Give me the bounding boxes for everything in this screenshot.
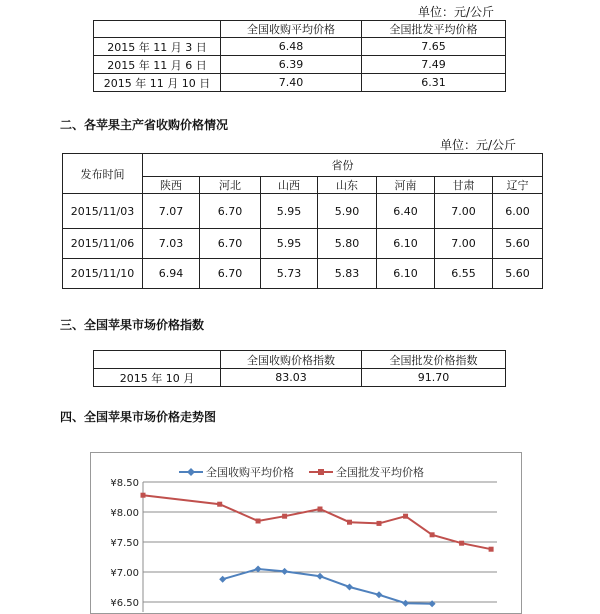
- table-row: [94, 369, 506, 387]
- table1-purchase: 6.48: [221, 38, 362, 56]
- table1-date: 2015 年 11 月 3 日: [94, 38, 221, 56]
- province-value: 6.55: [435, 259, 493, 289]
- province-value: 6.00: [493, 194, 543, 229]
- section3-title: 三、全国苹果市场价格指数: [60, 318, 205, 332]
- index-wholesale-value: 91.70: [362, 369, 506, 387]
- legend-label: 全国批发平均价格: [336, 466, 424, 479]
- data-point: [430, 532, 435, 537]
- data-point: [256, 519, 261, 524]
- province-row-date: 2015/11/03: [63, 194, 143, 229]
- index-table: [93, 350, 506, 387]
- province-table-group-header: 省份: [143, 154, 543, 177]
- table-row: [94, 56, 506, 74]
- province-value: 5.60: [493, 229, 543, 259]
- y-tick-label: ¥8.00: [110, 508, 139, 519]
- chart-svg: [91, 453, 521, 613]
- province-value: 5.95: [261, 194, 318, 229]
- index-header-purchase: 全国收购价格指数: [221, 351, 362, 369]
- table1-wholesale: 6.31: [362, 74, 506, 92]
- table1-purchase: 6.39: [221, 56, 362, 74]
- province-value: 5.60: [493, 259, 543, 289]
- province-header: 陕西: [143, 177, 200, 194]
- data-point: [346, 584, 353, 591]
- province-row-date: 2015/11/06: [63, 229, 143, 259]
- data-point: [141, 493, 146, 498]
- province-header: 甘肃: [435, 177, 493, 194]
- series-line: [223, 569, 432, 604]
- province-row-date: 2015/11/10: [63, 259, 143, 289]
- legend-marker: [187, 468, 195, 476]
- province-value: 7.07: [143, 194, 200, 229]
- table-row: [94, 38, 506, 56]
- table-row: [94, 74, 506, 92]
- data-point: [403, 514, 408, 519]
- province-value: 6.10: [377, 259, 435, 289]
- province-table-date-header: 发布时间: [63, 154, 143, 194]
- section2-title: 二、各苹果主产省收购价格情况: [60, 118, 229, 132]
- data-point: [402, 600, 409, 607]
- table1-header-wholesale: 全国批发平均价格: [362, 21, 506, 38]
- y-tick-label: ¥6.50: [110, 598, 139, 609]
- y-tick-label: ¥7.00: [110, 568, 139, 579]
- data-point: [459, 541, 464, 546]
- data-point: [317, 573, 324, 580]
- index-header-wholesale: 全国批发价格指数: [362, 351, 506, 369]
- y-tick-label: ¥8.50: [110, 478, 139, 489]
- province-value: 6.94: [143, 259, 200, 289]
- data-point: [347, 520, 352, 525]
- table-row: [63, 259, 543, 289]
- table1-unit: 单位：元/公斤: [418, 5, 495, 19]
- index-table-corner: [94, 351, 221, 369]
- province-value: 7.00: [435, 194, 493, 229]
- province-value: 6.70: [200, 194, 261, 229]
- province-header: 河南: [377, 177, 435, 194]
- province-value: 6.40: [377, 194, 435, 229]
- data-point: [219, 576, 226, 583]
- table1-date: 2015 年 11 月 10 日: [94, 74, 221, 92]
- table1-header-purchase: 全国收购平均价格: [221, 21, 362, 38]
- data-point: [318, 507, 323, 512]
- section2-unit: 单位：元/公斤: [440, 138, 517, 152]
- legend-label: 全国收购平均价格: [206, 466, 294, 479]
- province-value: 6.70: [200, 259, 261, 289]
- data-point: [281, 568, 288, 575]
- province-value: 5.80: [318, 229, 377, 259]
- table-row: [63, 229, 543, 259]
- data-point: [376, 591, 383, 598]
- province-table: [62, 153, 543, 289]
- data-point: [429, 600, 436, 607]
- data-point: [217, 502, 222, 507]
- y-tick-label: ¥7.50: [110, 538, 139, 549]
- province-value: 7.00: [435, 229, 493, 259]
- table1-corner-cell: [94, 21, 221, 38]
- table1-wholesale: 7.65: [362, 38, 506, 56]
- province-header: 山东: [318, 177, 377, 194]
- price-table: [93, 20, 506, 92]
- index-purchase-value: 83.03: [221, 369, 362, 387]
- data-point: [489, 547, 494, 552]
- index-date: 2015 年 10 月: [94, 369, 221, 387]
- legend-marker: [318, 469, 324, 475]
- province-header: 山西: [261, 177, 318, 194]
- table1-purchase: 7.40: [221, 74, 362, 92]
- data-point: [377, 521, 382, 526]
- table1-date: 2015 年 11 月 6 日: [94, 56, 221, 74]
- province-value: 5.73: [261, 259, 318, 289]
- province-value: 5.90: [318, 194, 377, 229]
- province-value: 7.03: [143, 229, 200, 259]
- series-line: [143, 495, 491, 549]
- province-value: 6.70: [200, 229, 261, 259]
- price-trend-chart: [90, 452, 522, 614]
- section4-title: 四、全国苹果市场价格走势图: [60, 410, 217, 424]
- table1-wholesale: 7.49: [362, 56, 506, 74]
- province-value: 5.83: [318, 259, 377, 289]
- data-point: [282, 514, 287, 519]
- data-point: [255, 566, 262, 573]
- table-row: [63, 194, 543, 229]
- province-value: 6.10: [377, 229, 435, 259]
- province-header: 辽宁: [493, 177, 543, 194]
- province-value: 5.95: [261, 229, 318, 259]
- province-header: 河北: [200, 177, 261, 194]
